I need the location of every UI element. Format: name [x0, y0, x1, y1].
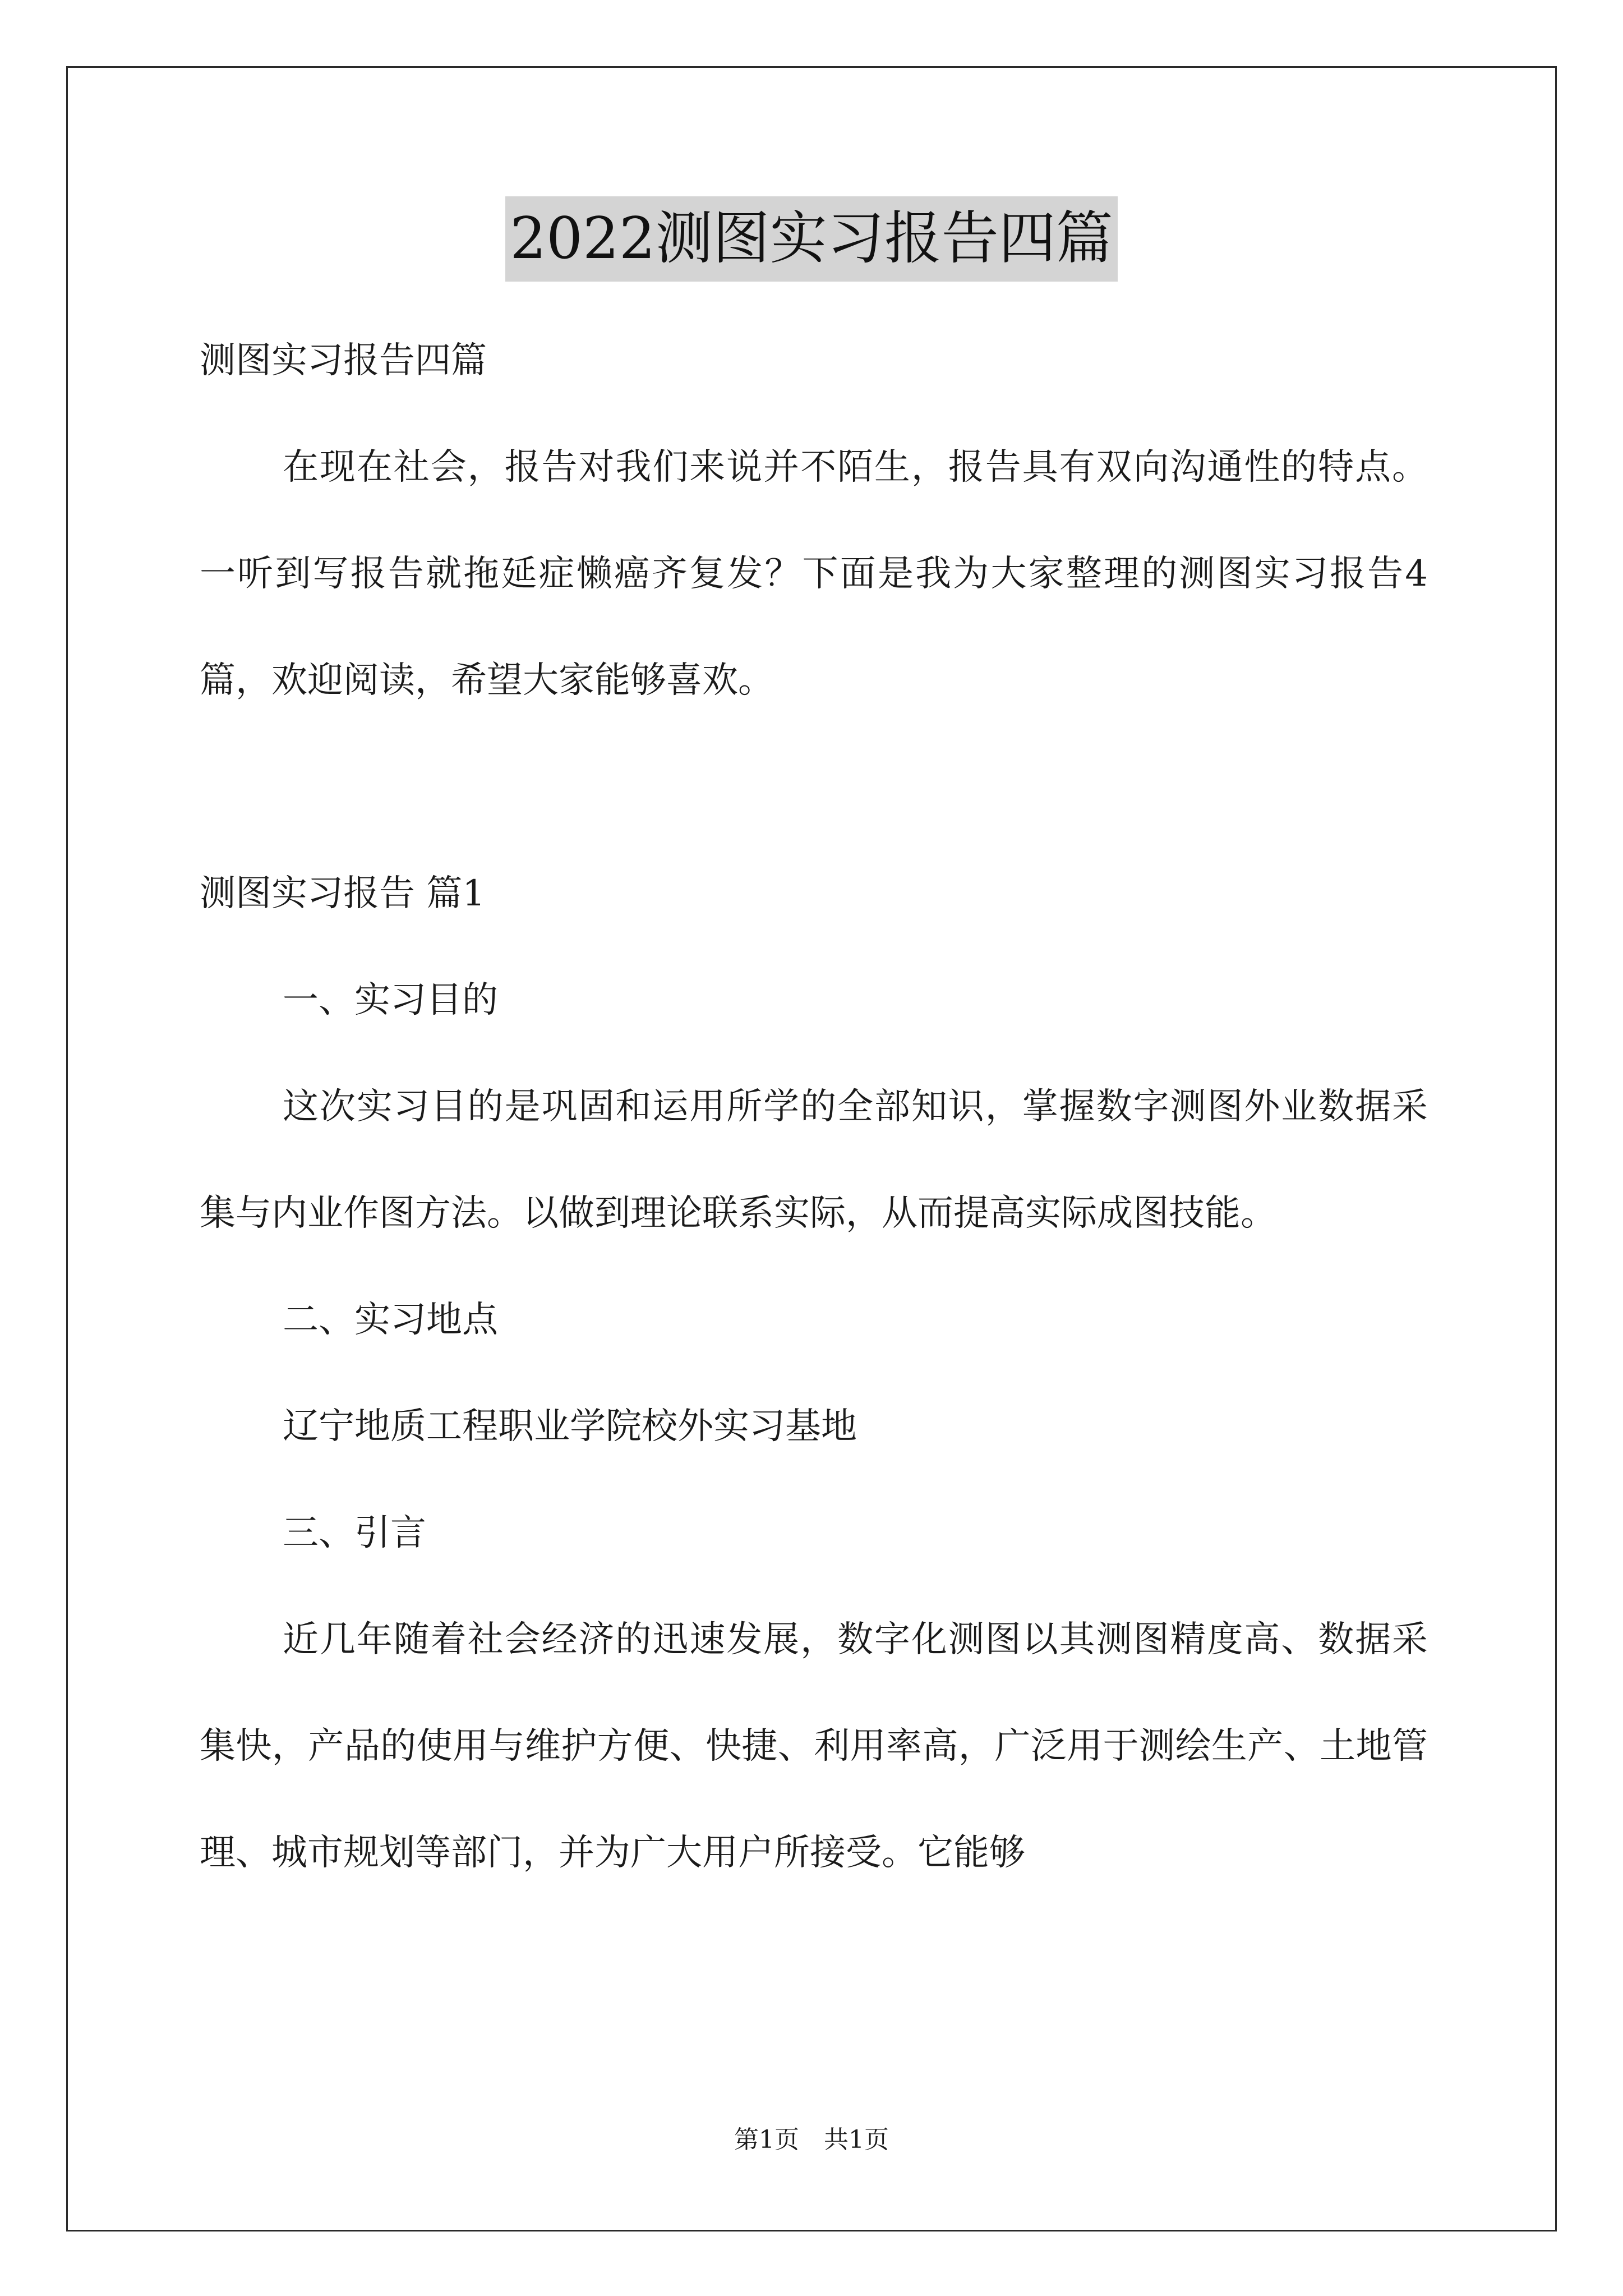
document-body: [200, 307, 1428, 1906]
heading-purpose: 一、实习目的: [283, 979, 498, 1021]
page-footer: 第1页 共1页: [734, 2125, 889, 2154]
paragraph-introduction: 近几年随着社会经济的迅速发展，数字化测图以其测图精度高、数据采集快，产品的使用与维护方便、快捷、利用率高，广泛用于测绘生产、土地管理、城市规划等部门，并为广大用户所接受。它能够: [200, 1619, 1428, 1874]
section-heading: 测图实习报告 篇1: [200, 873, 486, 914]
document-title: 2022测图实习报告四篇: [505, 196, 1118, 282]
title-container: [0, 196, 1623, 282]
intro-paragraph: 在现在社会，报告对我们来说并不陌生，报告具有双向沟通性的特点。一听到写报告就拖延症懒癌齐复发？下面是我为大家整理的测图实习报告4篇，欢迎阅读，希望大家能够喜欢。: [200, 447, 1428, 701]
section-spacer: [200, 734, 1428, 840]
heading-introduction: 三、引言: [283, 1512, 426, 1554]
document-subtitle: 测图实习报告四篇: [200, 340, 487, 381]
paragraph-purpose: 这次实习目的是巩固和运用所学的全部知识，掌握数字测图外业数据采集与内业作图方法。以做到理论联系实际，从而提高实际成图技能。: [200, 1086, 1428, 1234]
heading-location: 二、实习地点: [283, 1299, 498, 1341]
paragraph-location: 辽宁地质工程职业学院校外实习基地: [283, 1406, 857, 1447]
